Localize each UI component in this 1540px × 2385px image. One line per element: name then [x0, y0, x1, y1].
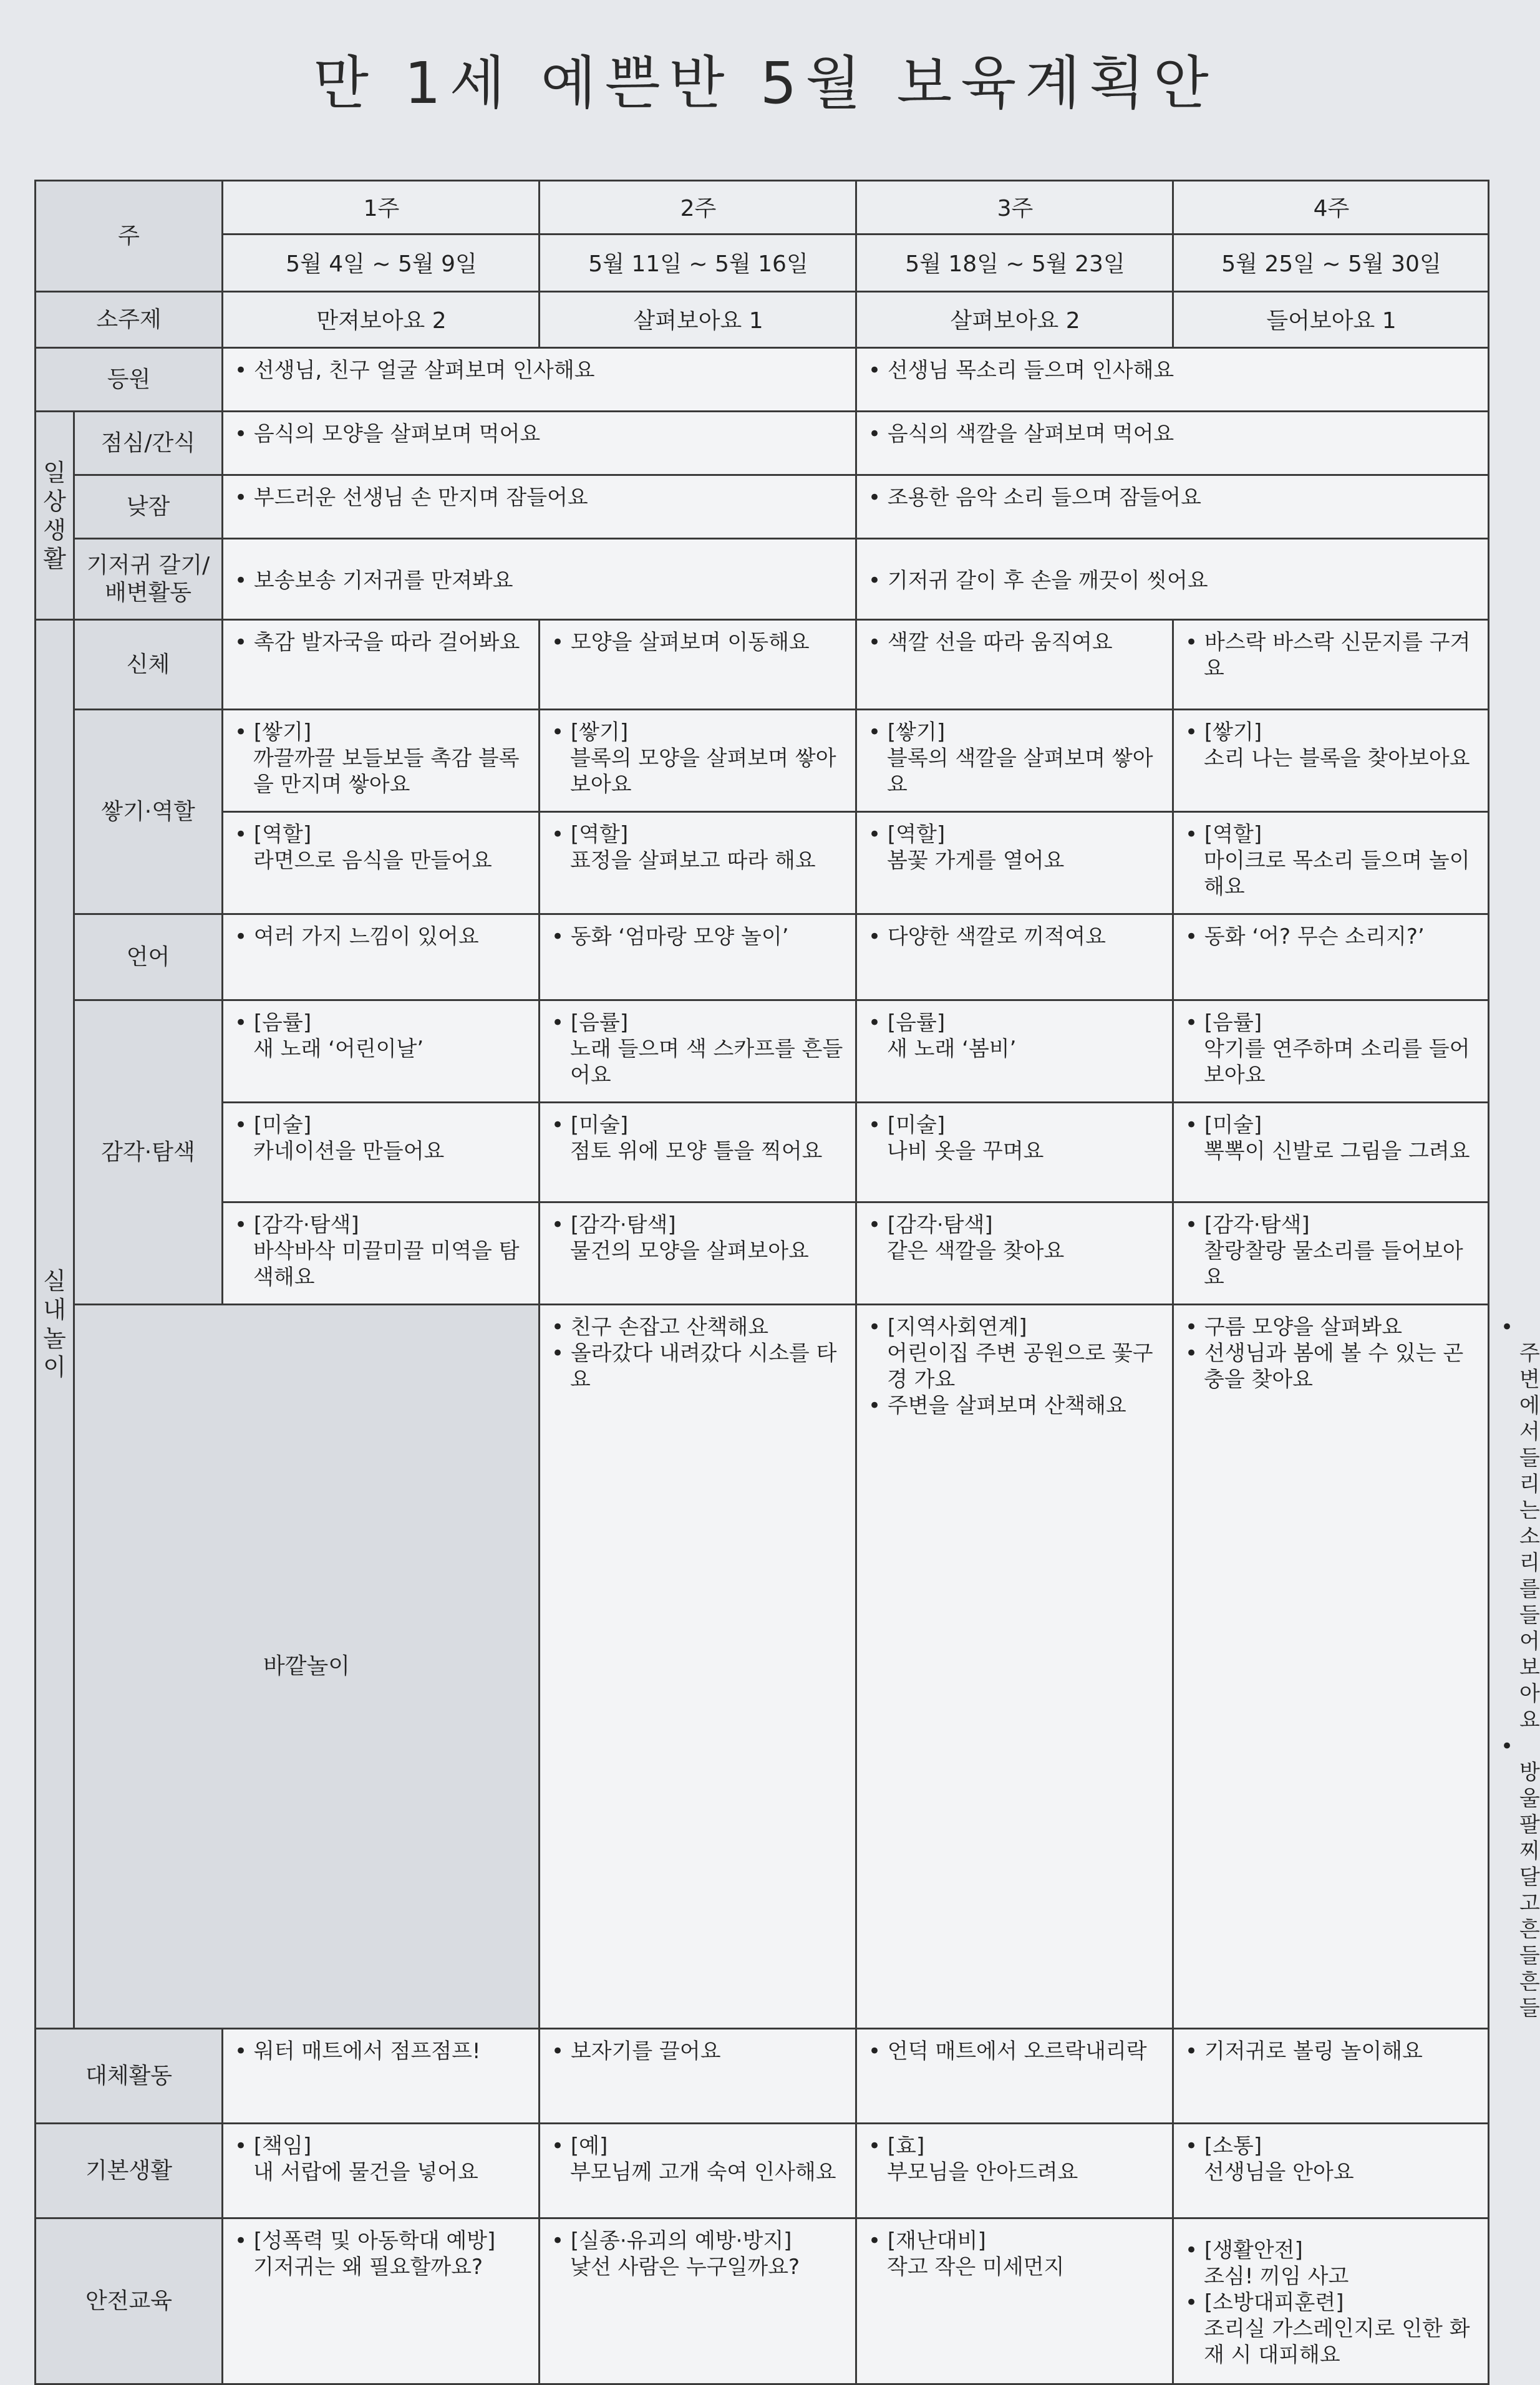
safety-week-4: • [생활안전] 조심! 끼임 사고 • [소방대피훈련] 조리실 가스레인지로 인한 화재 시 대피해요	[1173, 2218, 1489, 2384]
alternative-week-1: • 워터 매트에서 점프점프!	[223, 2029, 540, 2124]
outdoor-week-3: • 구름 모양을 살펴봐요 • 선생님과 봄에 볼 수 있는 곤충을 찾아요	[1173, 1305, 1489, 2029]
safety-label: 안전교육	[36, 2218, 223, 2384]
music-week-4: • [음률] 악기를 연주하며 소리를 들어보아요	[1173, 1000, 1489, 1103]
week-header-label: 주	[36, 181, 223, 292]
music-week-2: • [음률] 노래 들으며 색 스카프를 흔들어요	[540, 1000, 856, 1103]
alternative-week-2: • 보자기를 끌어요	[540, 2029, 856, 2124]
nap-first-half: • 부드러운 선생님 손 만지며 잠들어요	[223, 475, 856, 539]
physical-week-3: • 색깔 선을 따라 움직여요	[856, 620, 1173, 710]
physical-week-4: • 바스락 바스락 신문지를 구겨요	[1173, 620, 1489, 710]
week-3-label: 3주	[856, 181, 1173, 235]
language-week-4: • 동화 ‘어? 무슨 소리지?’	[1173, 914, 1489, 1000]
role-week-2: • [역할] 표정을 살펴보고 따라 해요	[540, 812, 856, 914]
subtopic-week-2: 살펴보아요 1	[540, 292, 856, 348]
attendance-label: 등원	[36, 348, 223, 412]
alternative-label: 대체활동	[36, 2029, 223, 2124]
basic-life-week-2: • [예] 부모님께 고개 숙여 인사해요	[540, 2124, 856, 2218]
nap-second-half: • 조용한 음악 소리 들으며 잠들어요	[856, 475, 1489, 539]
meal-first-half: • 음식의 모양을 살펴보며 먹어요	[223, 412, 856, 475]
nap-label: 낮잠	[74, 475, 223, 539]
language-week-2: • 동화 ‘엄마랑 모양 놀이’	[540, 914, 856, 1000]
indoor-play-group-label: 실내놀이	[36, 620, 74, 2029]
week-3-dates: 5월 18일 ~ 5월 23일	[856, 235, 1173, 292]
safety-week-1: • [성폭력 및 아동학대 예방] 기저귀는 왜 필요할까요?	[223, 2218, 540, 2384]
meal-label: 점심/간식	[74, 412, 223, 475]
outdoor-label: 바깥놀이	[74, 1305, 540, 2029]
explore-week-3: • [감각·탐색] 같은 색깔을 찾아요	[856, 1202, 1173, 1305]
block-week-2: • [쌓기] 블록의 모양을 살펴보며 쌓아보아요	[540, 710, 856, 812]
week-2-label: 2주	[540, 181, 856, 235]
explore-week-1: • [감각·탐색] 바삭바삭 미끌미끌 미역을 탐색해요	[223, 1202, 540, 1305]
music-week-1: • [음률] 새 노래 ‘어린이날’	[223, 1000, 540, 1103]
art-week-1: • [미술] 카네이션을 만들어요	[223, 1103, 540, 1202]
language-label: 언어	[74, 914, 223, 1000]
subtopic-week-1: 만져보아요 2	[223, 292, 540, 348]
alternative-week-4: • 기저귀로 볼링 놀이해요	[1173, 2029, 1489, 2124]
outdoor-week-2: • [지역사회연계] 어린이집 주변 공원으로 꽃구경 가요 • 주변을 살펴보며 산책해요	[856, 1305, 1173, 2029]
week-1-dates: 5월 4일 ~ 5월 9일	[223, 235, 540, 292]
week-4-dates: 5월 25일 ~ 5월 30일	[1173, 235, 1489, 292]
daily-life-group-label: 일상생활	[36, 412, 74, 620]
art-week-4: • [미술] 뽁뽁이 신발로 그림을 그려요	[1173, 1103, 1489, 1202]
basic-life-week-4: • [소통] 선생님을 안아요	[1173, 2124, 1489, 2218]
week-4-label: 4주	[1173, 181, 1489, 235]
music-week-3: • [음률] 새 노래 ‘봄비’	[856, 1000, 1173, 1103]
art-week-3: • [미술] 나비 옷을 꾸며요	[856, 1103, 1173, 1202]
language-week-1: • 여러 가지 느낌이 있어요	[223, 914, 540, 1000]
explore-week-4: • [감각·탐색] 찰랑찰랑 물소리를 들어보아요	[1173, 1202, 1489, 1305]
alternative-week-3: • 언덕 매트에서 오르락내리락	[856, 2029, 1173, 2124]
role-week-3: • [역할] 봄꽃 가게를 열어요	[856, 812, 1173, 914]
block-week-1: • [쌓기] 까끌까끌 보들보들 촉감 블록을 만지며 쌓아요	[223, 710, 540, 812]
basic-life-week-1: • [책임] 내 서랍에 물건을 넣어요	[223, 2124, 540, 2218]
outdoor-week-1: • 친구 손잡고 산책해요 • 올라갔다 내려갔다 시소를 타요	[540, 1305, 856, 2029]
diaper-first-half: • 보송보송 기저귀를 만져봐요	[223, 539, 856, 620]
physical-week-1: • 촉감 발자국을 따라 걸어봐요	[223, 620, 540, 710]
block-week-4: • [쌓기] 소리 나는 블록을 찾아보아요	[1173, 710, 1489, 812]
explore-week-2: • [감각·탐색] 물건의 모양을 살펴보아요	[540, 1202, 856, 1305]
block-week-3: • [쌓기] 블록의 색깔을 살펴보며 쌓아요	[856, 710, 1173, 812]
role-week-4: • [역할] 마이크로 목소리 들으며 놀이해요	[1173, 812, 1489, 914]
safety-week-3: • [재난대비] 작고 작은 미세먼지	[856, 2218, 1173, 2384]
meal-second-half: • 음식의 색깔을 살펴보며 먹어요	[856, 412, 1489, 475]
language-week-3: • 다양한 색깔로 끼적여요	[856, 914, 1173, 1000]
subtopic-week-3: 살펴보아요 2	[856, 292, 1173, 348]
physical-week-2: • 모양을 살펴보며 이동해요	[540, 620, 856, 710]
diaper-second-half: • 기저귀 갈이 후 손을 깨끗이 씻어요	[856, 539, 1489, 620]
subtopic-week-4: 들어보아요 1	[1173, 292, 1489, 348]
art-week-2: • [미술] 점토 위에 모양 틀을 찍어요	[540, 1103, 856, 1202]
basic-life-label: 기본생활	[36, 2124, 223, 2218]
block-role-label: 쌓기·역할	[74, 710, 223, 914]
safety-week-2: • [실종·유괴의 예방·방지] 낯선 사람은 누구일까요?	[540, 2218, 856, 2384]
sensory-label: 감각·탐색	[74, 1000, 223, 1305]
plan-table: 주 1주 2주 3주 4주 5월 4일 ~ 5월 9일 5월 11일 ~ 5월 16일 5월 18일 ~ 5월 23일 5월 25일 ~ 5월 30일 소주제 만져보아요 2 살펴보아요 1 살펴보아요 2 들어보아요 1 등원 • 선생님, 친구 얼굴 살펴보며 인사해요 • 선생님 목소리 들으며 인사해요 일상생활 점심/간식 • 음식의 모양을 살펴보며 먹어요 • 음식의 색깔을 살펴보며 먹어요 낮잠 • 부드러운 선생님 손 만지며 잠들어요 • 조용한 음악 소리 들으며 잠들어요 기저귀 갈기/ 배변활동 • 보송보송 기저귀를 만져봐요 • 기저귀 갈이 후 손을 깨끗이 씻어요 실내놀이 신체 • 촉감 발자국을 따라 걸어봐요 • 모양을 살펴보며 이동해요 • 색깔 선을 따라 움직여요 • 바스락 바스락 신문지를 구겨요 쌓기·역할 • [쌓기] 까끌까끌 보들보들 촉감 블록을 만지며 쌓아요 • [쌓기] 블록의 모양을 살펴보며 쌓아보아요 • [쌓기] 블록의 색깔을 살펴보며 쌓아요 • [쌓기] 소리 나는 블록을 찾아보아요 • [역할] 라면으로 음식을 만들어요 • [역할] 표정을 살펴보고 따라 해요 • [역할] 봄꽃 가게를 열어요 • [역할] 마이크로 목소리 들으며 놀이해요 언어 • 여러 가지 느낌이 있어요 • 동화 ‘엄마랑 모양 놀이’ • 다양한 색깔로 끼적여요 • 동화 ‘어? 무슨 소리지?’ 감각·탐색 • [음률] 새 노래 ‘어린이날’ • [음률] 노래 들으며 색 스카프를 흔들어요 • [음률] 새 노래 ‘봄비’ • [음률] 악기를 연주하며 소리를 들어보아요 • [미술] 카네이션을 만들어요 • [미술] 점토 위에 모양 틀을 찍어요 • [미술] 나비 옷을 꾸며요 • [미술] 뽁뽁이 신발로 그림을 그려요 • [감각·탐색] 바삭바삭 미끌미끌 미역을 탐색해요 • [감각·탐색] 물건의 모양을 살펴보아요 • [감각·탐색] 같은 색깔을 찾아요 • [감각·탐색] 찰랑찰랑 물소리를 들어보아요 바깥놀이 • 친구 손잡고 산책해요 • 올라갔다 내려갔다 시소를 타요 • [지역사회연계] 어린이집 주변 공원으로 꽃구경 가요 • 주변을 살펴보며 산책해요 • 구름 모양을 살펴봐요 • 선생님과 봄에 볼 수 있는 곤충을 찾아요 • 주변에서 들리는 소리를 들어보아요 • 방울 팔찌 달고 흔들흔들 대체활동 • 워터 매트에서 점프점프! • 보자기를 끌어요 • 언덕 매트에서 오르락내리락 • 기저귀로 볼링 놀이해요 기본생활 • [책임] 내 서랍에 물건을 넣어요 • [예] 부모님께 고개 숙여 인사해요 • [효] 부모님을 안아드려요 • [소통] 선생님을 안아요 안전교육 • [성폭력 및 아동학대 예방] 기저귀는 왜 필요할까요? • [실종·유괴의 예방·방지] 낯선 사람은 누구일까요? • [재난대비] 작고 작은 미세먼지 • [생활안전] 조심! 끼임 사고 • [소방대피훈련] 조리실 가스레인지로 인한 화재 시 대피해요	[34, 180, 1489, 2385]
diaper-label: 기저귀 갈기/ 배변활동	[74, 539, 223, 620]
basic-life-week-3: • [효] 부모님을 안아드려요	[856, 2124, 1173, 2218]
attendance-second-half: • 선생님 목소리 들으며 인사해요	[856, 348, 1489, 412]
page-title: 만 1세 예쁜반 5월 보육계획안	[313, 50, 1218, 117]
physical-label: 신체	[74, 620, 223, 710]
week-1-label: 1주	[223, 181, 540, 235]
role-week-1: • [역할] 라면으로 음식을 만들어요	[223, 812, 540, 914]
attendance-first-half: • 선생님, 친구 얼굴 살펴보며 인사해요	[223, 348, 856, 412]
week-2-dates: 5월 11일 ~ 5월 16일	[540, 235, 856, 292]
subtopic-label: 소주제	[36, 292, 223, 348]
